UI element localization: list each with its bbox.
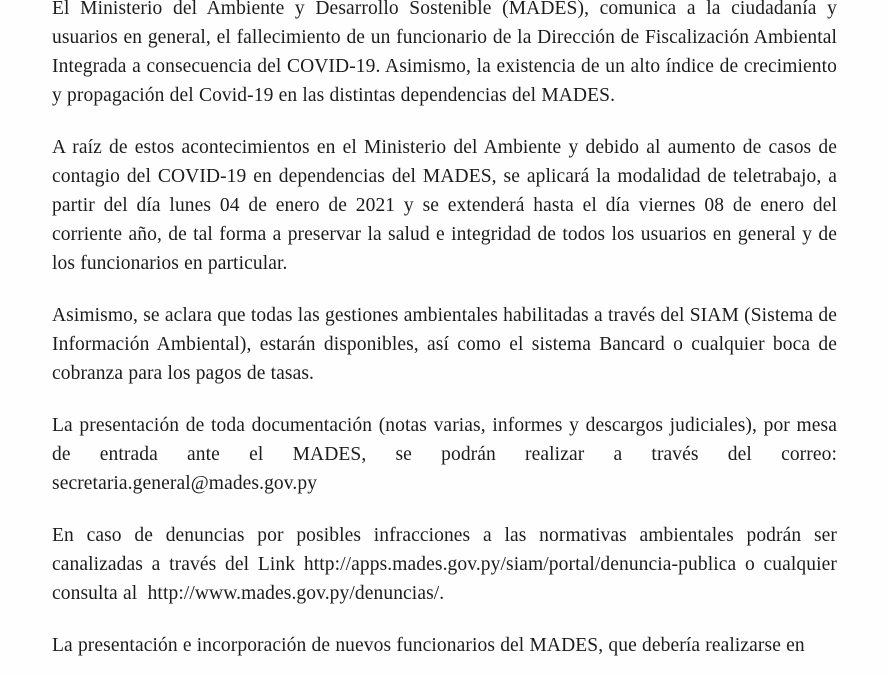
paragraph-4 — [52, 411, 837, 498]
paragraph-5-line-1: En caso de denuncias por posibles infracciones a las normativas ambientales podrán ser — [52, 525, 837, 546]
paragraph-4-email: secretaria.general@mades.gov.py — [52, 473, 318, 494]
paragraph-3: Asimismo, se aclara que todas las gestiones ambientales habilitadas a través del SIAM (Sistema de Información Ambiental), estarán disponibles, así como el sistema Bancard o cualquier boca de cobranza para los pagos de tasas. — [52, 305, 837, 384]
paragraph-5 — [52, 521, 837, 608]
paragraph-6: La presentación e incorporación de nuevos funcionarios del MADES, que debería realizarse en — [52, 635, 805, 656]
paragraph-4-line-1: La presentación de toda documentación (notas varias, informes y descargos judiciales), por mesa — [52, 415, 837, 436]
paragraph-5-line-2: canalizadas a través del Link http://apps.mades.gov.py/siam/portal/denuncia-publica o cualquier — [52, 554, 837, 575]
paragraph-4-line-2: de entrada ante el MADES, se podrán realizar a través del correo: — [52, 444, 837, 465]
paragraph-2: A raíz de estos acontecimientos en el Ministerio del Ambiente y debido al aumento de casos de contagio del COVID-19 en dependencias del MADES, se aplicará la modalidad de teletrabajo, a partir del día lunes 04 de enero de 2021 y se extenderá hasta el día viernes 08 de enero del corriente año, de tal forma a preservar la salud e integridad de todos los usuarios en general y de los funcionarios en particular. — [52, 137, 837, 274]
paragraph-1: El Ministerio del Ambiente y Desarrollo Sostenible (MADES), comunica a la ciudadanía y usuarios en general, el fallecimiento de un funcionario de la Dirección de Fiscalización Ambiental Integrada a consecuencia del COVID-19. Asimismo, la existencia de un alto índice de crecimiento y propagación del Covid-19 en las distintas dependencias del MADES. — [52, 0, 837, 106]
paragraph-5-line-3: consulta al http://www.mades.gov.py/denuncias/. — [52, 583, 445, 604]
document-text-body — [52, 0, 837, 660]
